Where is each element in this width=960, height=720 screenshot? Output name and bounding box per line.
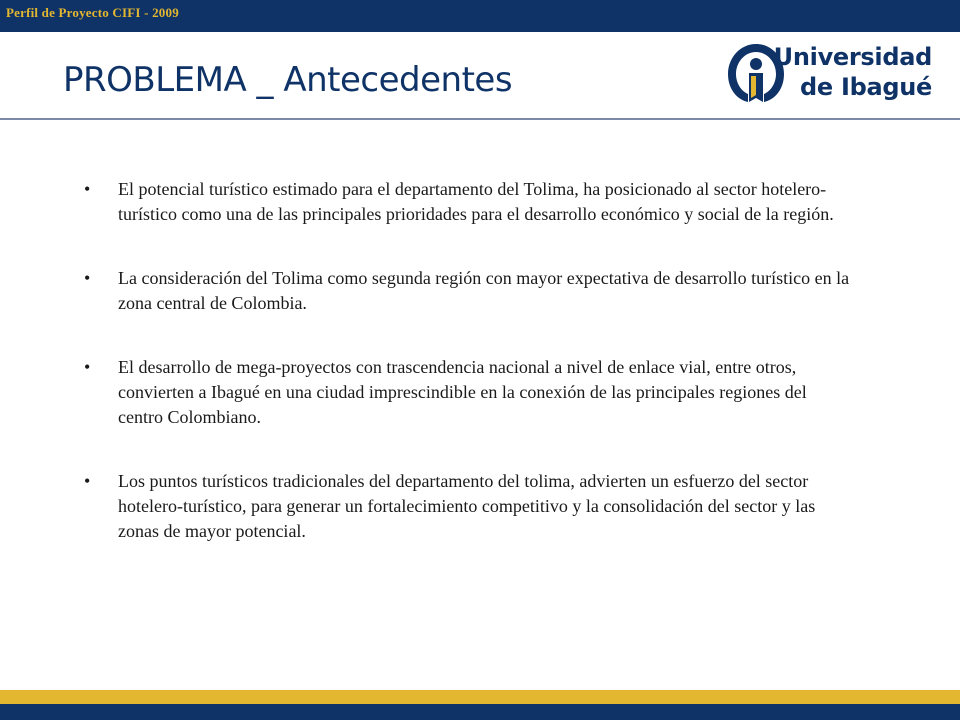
bullet-text: La consideración del Tolima como segunda región con mayor expectativa de desarrollo turístico en la zona central de Colombia. (118, 268, 850, 313)
bullet-dot-icon: • (84, 357, 91, 377)
logo-wordmark (774, 42, 932, 102)
logo-line-2: de Ibagué (800, 73, 932, 101)
banner-text: Perfil de Proyecto CIFI - 2009 (6, 5, 179, 20)
bullet-dot-icon: • (84, 179, 91, 199)
bullet-item (84, 266, 854, 316)
bullet-text: El desarrollo de mega-proyectos con trascendencia nacional a nivel de enlace vial, entre otros, convierten a Ibagué en una ciudad imprescindible en la conexión de las principales regiones del centro Colombiano. (118, 357, 807, 427)
bullet-text: El potencial turístico estimado para el departamento del Tolima, ha posicionado al sector hotelero-turístico como una de las principales prioridades para el desarrollo económico y social de la región. (118, 179, 834, 224)
bullet-dot-icon: • (84, 268, 91, 288)
top-banner (0, 0, 960, 32)
logo-line-1: Universidad (773, 43, 932, 71)
footer-navy-stripe (0, 704, 960, 720)
bullet-item (84, 469, 854, 544)
bullet-text: Los puntos turísticos tradicionales del departamento del tolima, advierten un esfuerzo del sector hotelero-turístico, para generar un fortalecimiento competitivo y la consolidación del sector y las zonas de mayor potencial. (118, 471, 816, 541)
header-divider (0, 118, 960, 120)
bullet-item (84, 177, 854, 227)
university-logo (722, 40, 932, 108)
bullet-dot-icon: • (84, 471, 91, 491)
slide-title: PROBLEMA _ Antecedentes (63, 60, 513, 100)
bullet-item (84, 355, 854, 430)
bullet-list (84, 177, 854, 583)
footer-gold-stripe (0, 690, 960, 704)
